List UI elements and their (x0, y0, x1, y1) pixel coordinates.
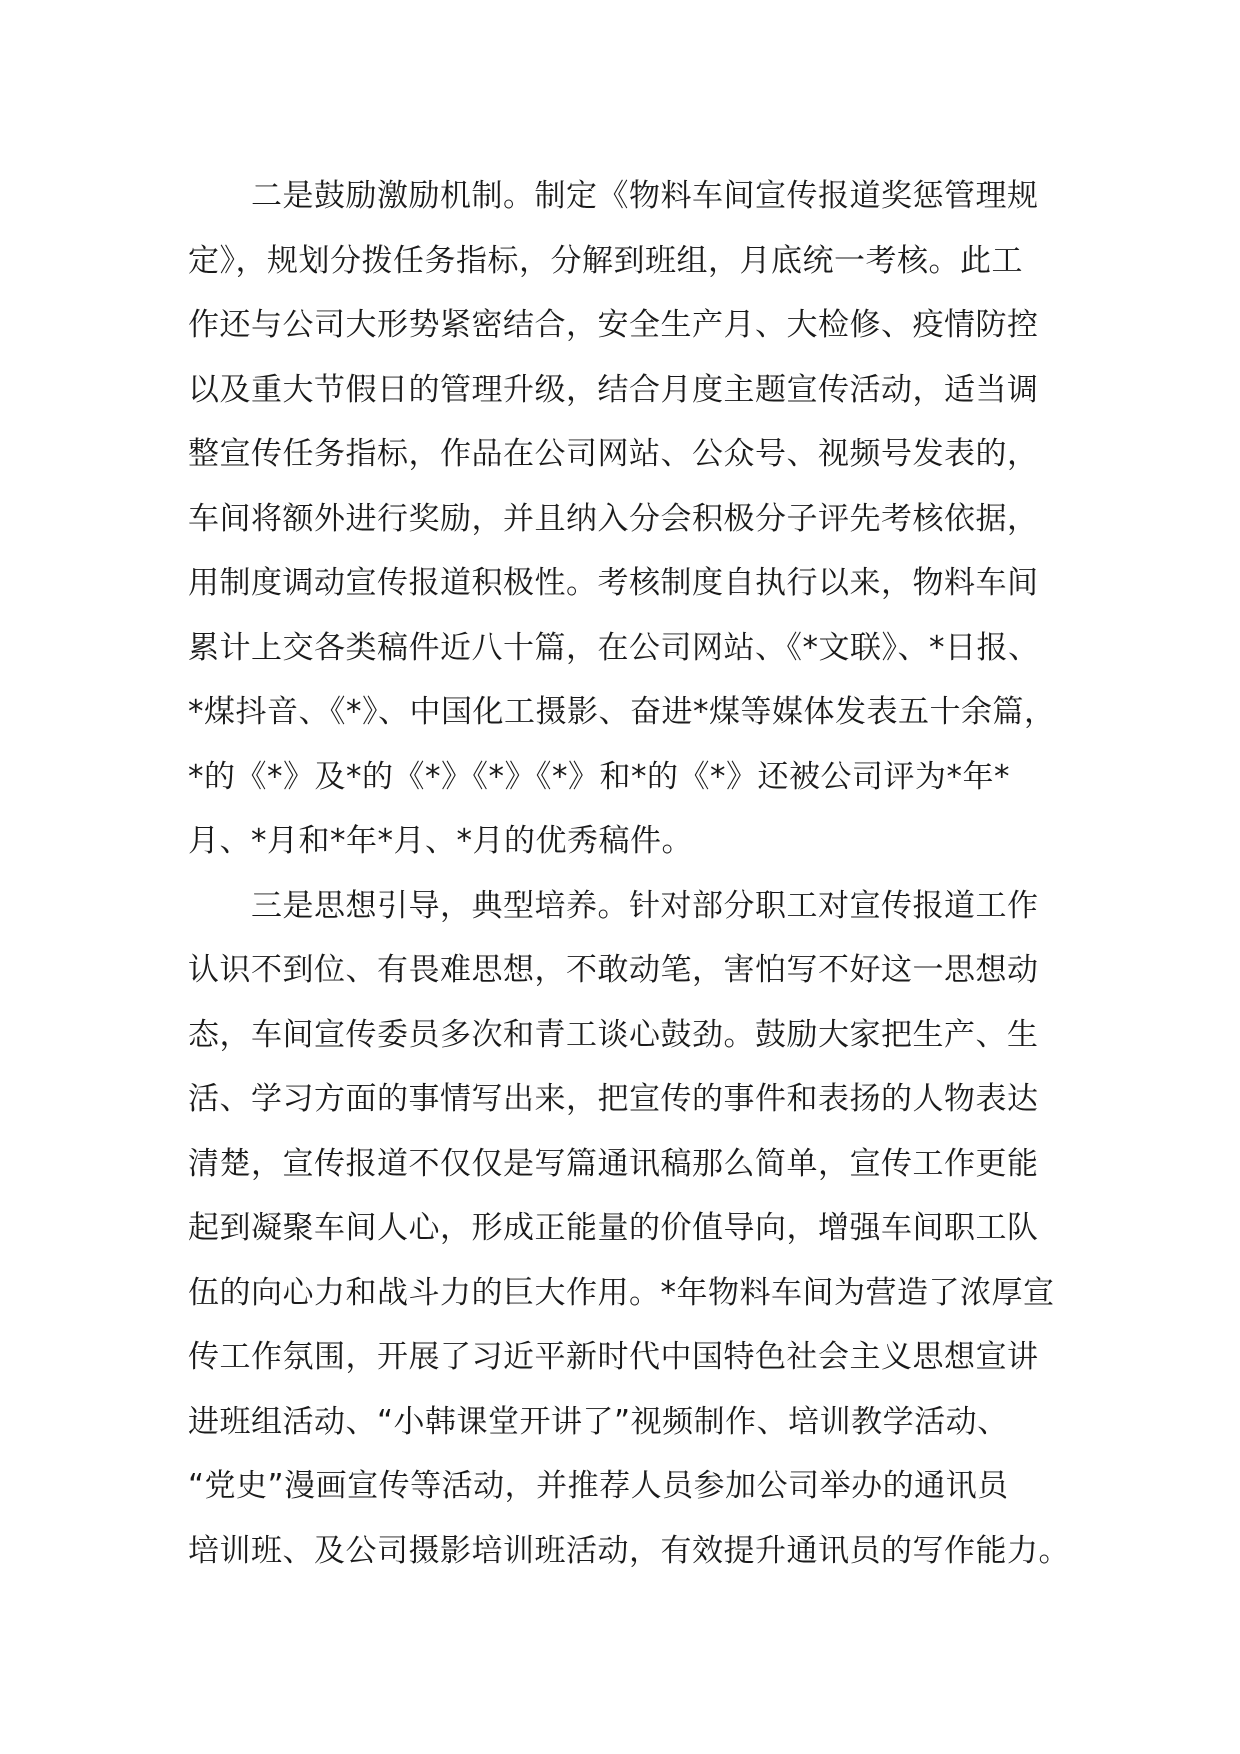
paragraph-line: 累计上交各类稿件近八十篇，在公司网站、《*文联》、*日报、 (188, 629, 1040, 666)
paragraph-ideological-guidance (188, 874, 1083, 1584)
paragraph-line: 态，车间宣传委员多次和青工谈心鼓劲。鼓励大家把生产、生 (188, 1016, 1039, 1053)
paragraph-line: *的《*》及*的《*》《*》《*》和*的《*》还被公司评为*年* (188, 758, 1010, 795)
paragraph-line: 伍的向心力和战斗力的巨大作用。*年物料车间为营造了浓厚宣 (188, 1274, 1055, 1311)
paragraph-line: 认识不到位、有畏难思想，不敢动笔，害怕写不好这一思想动 (188, 952, 1039, 988)
paragraph-line: 起到凝聚车间人心，形成正能量的价值导向，增强车间职工队 (188, 1210, 1039, 1246)
paragraph-line: 活、学习方面的事情写出来，把宣传的事件和表扬的人物表达 (188, 1081, 1039, 1117)
paragraph-line: 以及重大节假日的管理升级，结合月度主题宣传活动，适当调 (188, 371, 1039, 408)
paragraph-line: 用制度调动宣传报道积极性。考核制度自执行以来，物料车间 (188, 565, 1039, 601)
paragraph-line: 月、*月和*年*月、*月的优秀稿件。 (188, 823, 693, 859)
paragraph-line: 二是鼓励激励机制。制定《物料车间宣传报道奖惩管理规 (251, 178, 1039, 214)
paragraph-line: 进班组活动、“小韩课堂开讲了”视频制作、培训教学活动、 (188, 1403, 1009, 1440)
paragraph-line: 培训班、及公司摄影培训班活动，有效提升通讯员的写作能力。 (188, 1532, 1070, 1569)
paragraph-line: *煤抖音、《*》、中国化工摄影、奋进*煤等媒体发表五十余篇， (188, 694, 1056, 730)
paragraph-line: “党史”漫画宣传等活动，并推荐人员参加公司举办的通讯员 (188, 1468, 1009, 1504)
paragraph-line: 定》，规划分拨任务指标，分解到班组，月底统一考核。此工 (188, 242, 1023, 279)
paragraph-encouragement-mechanism (188, 164, 1083, 874)
paragraph-line: 作还与公司大形势紧密结合，安全生产月、大检修、疫情防控 (188, 307, 1039, 343)
paragraph-line: 传工作氛围，开展了习近平新时代中国特色社会主义思想宣讲 (188, 1339, 1039, 1375)
paragraph-line: 清楚，宣传报道不仅仅是写篇通讯稿那么简单，宣传工作更能 (188, 1145, 1039, 1182)
paragraph-line: 车间将额外进行奖励，并且纳入分会积极分子评先考核依据， (188, 500, 1039, 537)
paragraph-line: 三是思想引导，典型培养。针对部分职工对宣传报道工作 (251, 887, 1039, 924)
document-body (188, 164, 1083, 1583)
paragraph-line: 整宣传任务指标，作品在公司网站、公众号、视频号发表的， (188, 436, 1039, 472)
